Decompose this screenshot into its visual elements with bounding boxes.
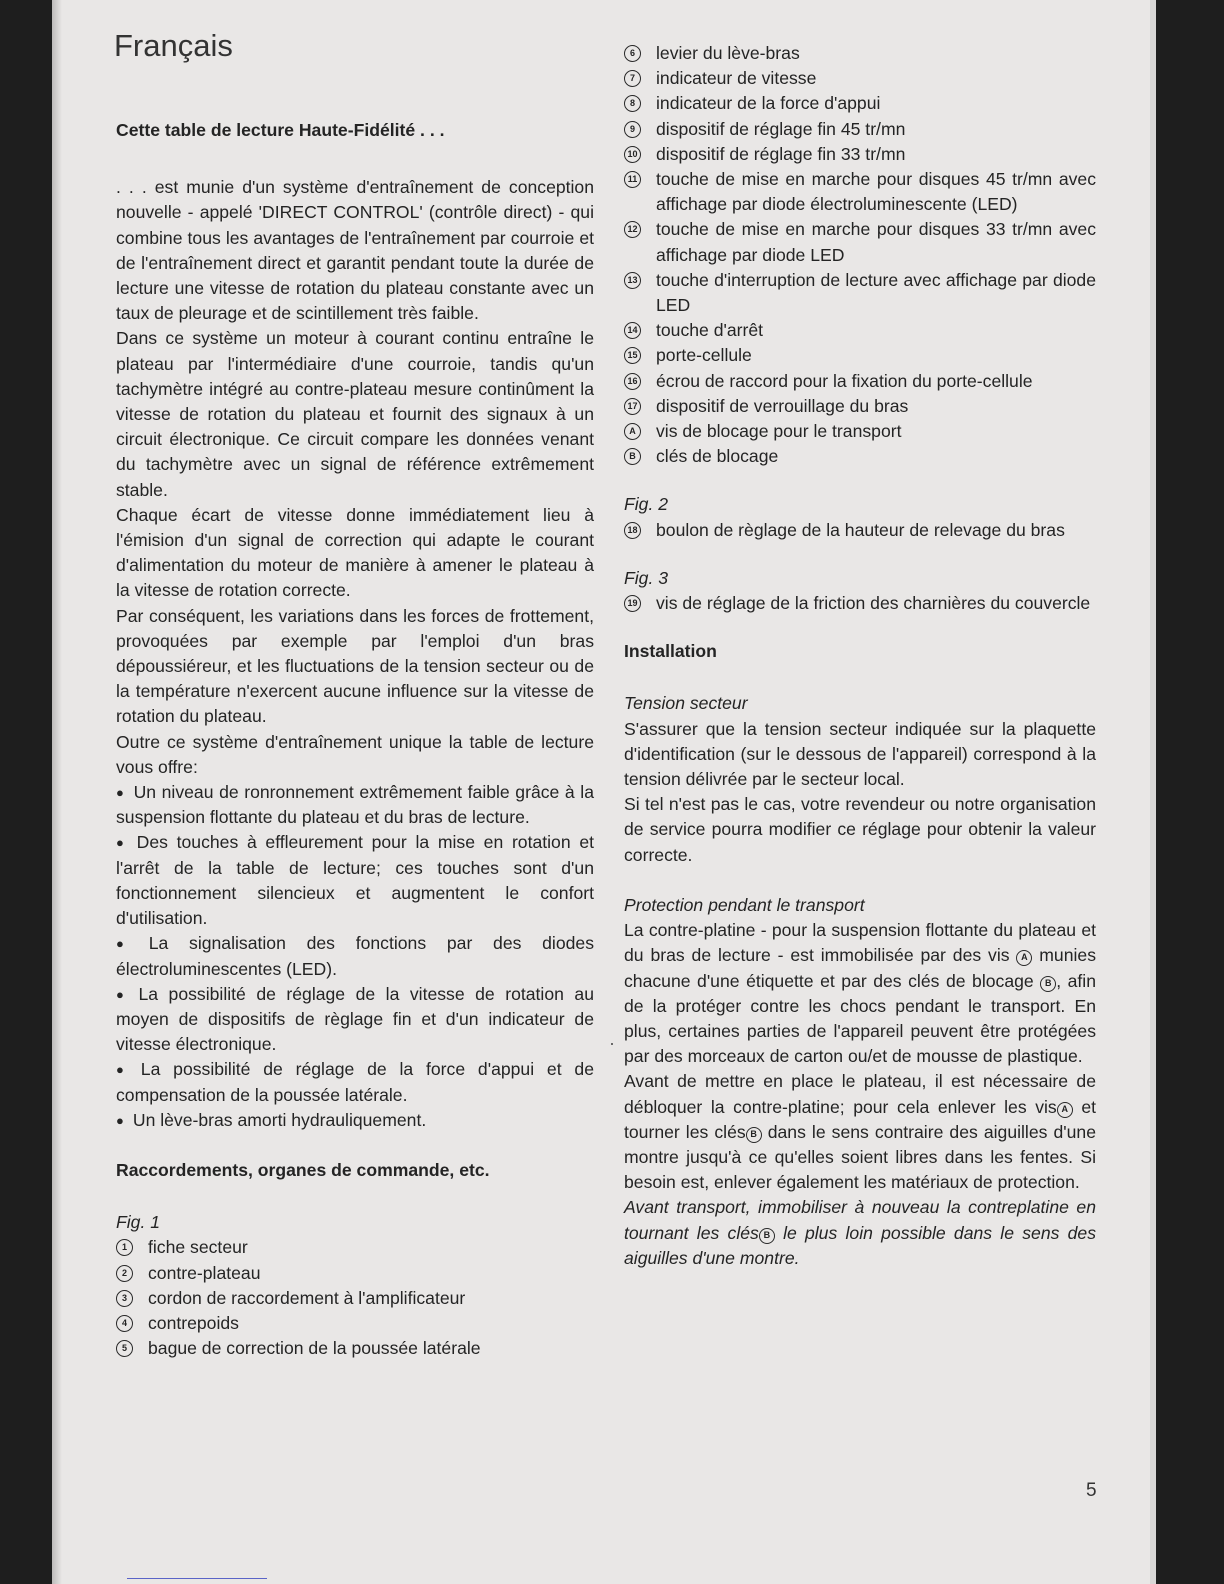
- list-item: [624, 318, 1096, 343]
- transport-text-a: La contre-platine - pour la suspension flottante du plateau et du bras de lecture - est immobilisée par des vis: [624, 920, 1096, 966]
- list-item: [624, 369, 1096, 394]
- page-number: 5: [1086, 1480, 1097, 1501]
- screw-a-badge: A: [1016, 950, 1032, 966]
- item-text: clés de blocage: [656, 446, 779, 467]
- item-number-badge: 18: [624, 522, 641, 539]
- transport-paragraph: [624, 918, 1096, 1069]
- fig-3-label: Fig. 3: [624, 567, 669, 588]
- item-number-badge: 3: [116, 1290, 133, 1307]
- item-number-badge: 12: [624, 221, 641, 238]
- item-letter-badge: A: [624, 423, 641, 440]
- subheading-transport-protection: Protection pendant le transport: [624, 894, 865, 915]
- item-text: boulon de règlage de la hauteur de relevage du bras: [656, 519, 1065, 540]
- item-text: contrepoids: [148, 1312, 239, 1333]
- list-item: [116, 1286, 594, 1311]
- subheading-mains-voltage: Tension secteur: [624, 693, 748, 714]
- item-text: dispositif de réglage fin 45 tr/mn: [656, 118, 906, 139]
- list-item: [624, 518, 1096, 543]
- list-item: [624, 91, 1096, 116]
- transport-warning: [624, 1195, 1096, 1271]
- fig-2-label: Fig. 2: [624, 494, 669, 515]
- warning-text-b: le plus loin possible dans le sens des aiguilles d'une montre.: [624, 1222, 1096, 1268]
- item-text: fiche secteur: [148, 1237, 248, 1258]
- list-item: [624, 444, 1096, 469]
- item-number-badge: 15: [624, 347, 641, 364]
- item-number-badge: 7: [624, 70, 641, 87]
- unlock-text-a: Avant de mettre en place le plateau, il est nécessaire de débloquer la contre-platine; pour cela enlever les vis: [624, 1071, 1096, 1117]
- key-b-badge: B: [1040, 976, 1056, 992]
- list-item: [624, 343, 1096, 368]
- item-text: indicateur de vitesse: [656, 68, 817, 89]
- warning-text-a: Avant transport, immobiliser à nouveau la contreplatine en tournant les clés: [624, 1197, 1096, 1243]
- section-heading-hifi: Cette table de lecture Haute-Fidélité . . .: [116, 120, 445, 140]
- item-number-badge: 2: [116, 1265, 133, 1282]
- fig-2-list: [624, 518, 1096, 543]
- item-text: indicateur de la force d'appui: [656, 93, 881, 114]
- stray-mark: ·: [609, 1033, 615, 1053]
- list-item: [624, 217, 1096, 267]
- consequence-paragraph: Par conséquent, les variations dans les forces de frottement, provoquées par exemple par l'emploi d'un bras dépoussiéreur, et les fluctuations de la tension secteur ou de la température n'exercent aucune influence sur la vitesse de rotation du plateau.: [116, 605, 594, 727]
- list-item: [624, 117, 1096, 142]
- item-text: porte-cellule: [656, 345, 752, 366]
- list-item: [624, 419, 1096, 444]
- item-text: touche de mise en marche pour disques 33 tr/mn avec affichage par diode LED: [656, 219, 1096, 265]
- item-text: écrou de raccord pour la fixation du porte-cellule: [656, 370, 1033, 391]
- feature-bullet: ● La possibilité de réglage de la force d'appui et de compensation de la poussée latérale.: [116, 1057, 594, 1107]
- item-number-badge: 16: [624, 373, 641, 390]
- list-item: [116, 1311, 594, 1336]
- fig-1-label: Fig. 1: [116, 1212, 161, 1233]
- manual-page: [52, 0, 1156, 1584]
- intro-paragraph: . . . est munie d'un système d'entraînement de conception nouvelle - appelé 'DIRECT CONTROL' (contrôle direct) - qui combine tous les avantages de l'entraînement par courroie et de l'entraînement direct et garantit pendant toute la durée de lecture une vitesse de rotation du plateau constante avec un taux de pleurage et de scintillement très faible.: [116, 177, 594, 324]
- item-number-badge: 14: [624, 322, 641, 339]
- list-item: [624, 142, 1096, 167]
- system-paragraph: Dans ce système un moteur à courant continu entraîne le plateau par l'intermédiaire d'une courroie, tandis qu'un tachymètre intégré au contre-plateau mesure continûment la vitesse de rotation du plateau et fournit des signaux à un circuit électronique. Ce circuit compare les données venant du tachymètre avec un signal de référence extrêmement stable.: [116, 328, 594, 500]
- fig-3-list: [624, 591, 1096, 616]
- item-text: contre-plateau: [148, 1262, 261, 1283]
- item-number-badge: 10: [624, 146, 641, 163]
- unlock-text-b: et tourner les clés: [624, 1096, 1096, 1142]
- item-text: touche de mise en marche pour disques 45 tr/mn avec affichage par diode électroluminescente (LED): [656, 169, 1096, 215]
- list-item: [624, 591, 1096, 616]
- feature-bullet: ● Un niveau de ronronnement extrêmement faible grâce à la suspension flottante du plateau et du bras de lecture.: [116, 780, 594, 830]
- item-text: cordon de raccordement à l'amplificateur: [148, 1287, 466, 1308]
- item-text: touche d'arrêt: [656, 320, 764, 341]
- feature-bullet: ● Un lève-bras amorti hydrauliquement.: [116, 1108, 594, 1133]
- list-item: [624, 66, 1096, 91]
- item-number-badge: 11: [624, 171, 641, 188]
- item-text: dispositif de réglage fin 33 tr/mn: [656, 143, 906, 164]
- item-number-badge: 4: [116, 1315, 133, 1332]
- list-item: [116, 1235, 594, 1260]
- left-column: [116, 118, 594, 1361]
- unlock-text-c: dans le sens contraire des aiguilles d'une montre jusqu'à ce qu'elles soient libres dans les fentes. Si besoin est, enlever également les matériaux de protection.: [624, 1121, 1096, 1193]
- item-number-badge: 1: [116, 1239, 133, 1256]
- feature-bullet: ● La signalisation des fonctions par des diodes électroluminescentes (LED).: [116, 931, 594, 981]
- list-item: [624, 394, 1096, 419]
- item-letter-badge: B: [624, 448, 641, 465]
- key-b-badge: B: [746, 1127, 762, 1143]
- item-number-badge: 17: [624, 398, 641, 415]
- list-item: [116, 1261, 594, 1286]
- section-heading-connections: Raccordements, organes de commande, etc.: [116, 1159, 490, 1180]
- page-edge: [1150, 0, 1156, 1584]
- feature-bullet: ● Des touches à effleurement pour la mise en rotation et l'arrêt de la table de lecture; ces touches sont d'un fonctionnement silencieux et augmentent le confort d'utilisation.: [116, 830, 594, 931]
- unlock-paragraph: [624, 1069, 1096, 1195]
- list-item: [624, 167, 1096, 217]
- item-number-badge: 6: [624, 45, 641, 62]
- item-number-badge: 8: [624, 95, 641, 112]
- dealer-paragraph: Si tel n'est pas le cas, votre revendeur ou notre organisation de service pourra modifier ce réglage pour obtenir la valeur correcte.: [624, 794, 1096, 865]
- screw-a-badge: A: [1057, 1102, 1073, 1118]
- item-number-badge: 19: [624, 595, 641, 612]
- item-text: vis de réglage de la friction des charnières du couvercle: [656, 593, 1091, 614]
- parts-list-left: [116, 1235, 594, 1361]
- binding-shadow: [52, 0, 62, 1584]
- item-number-badge: 13: [624, 272, 641, 289]
- item-text: dispositif de verrouillage du bras: [656, 395, 909, 416]
- page-title: Français: [114, 28, 233, 63]
- item-number-badge: 5: [116, 1340, 133, 1357]
- features-intro: Outre ce système d'entraînement unique la table de lecture vous offre:: [116, 731, 594, 777]
- list-item: [624, 41, 1096, 66]
- right-column: [624, 41, 1096, 1271]
- correction-paragraph: Chaque écart de vitesse donne immédiatement lieu à l'émision d'un signal de correction qui adapte le courant d'alimentation du moteur de manière à amener le plateau à la vitesse de rotation correcte.: [116, 504, 594, 601]
- item-text: bague de correction de la poussée latérale: [148, 1338, 481, 1359]
- transport-text-b: munies chacune d'une étiquette et par des clés de blocage: [624, 945, 1096, 991]
- feature-bullet: ● La possibilité de réglage de la vitesse de rotation au moyen de dispositifs de règlage fin et d'un indicateur de vitesse électronique.: [116, 982, 594, 1058]
- item-text: touche d'interruption de lecture avec affichage par diode LED: [656, 269, 1096, 316]
- section-heading-installation: Installation: [624, 641, 717, 662]
- item-text: vis de blocage pour le transport: [656, 421, 902, 442]
- item-text: levier du lève-bras: [656, 43, 800, 63]
- scan-artifact-line: [127, 1578, 267, 1579]
- key-b-badge: B: [759, 1228, 775, 1244]
- list-item: [624, 268, 1096, 318]
- voltage-paragraph: S'assurer que la tension secteur indiquée sur la plaquette d'identification (sur le dessous de l'appareil) correspond à la tension délivrée par le secteur local.: [624, 718, 1096, 790]
- parts-list-right: [624, 41, 1096, 469]
- list-item: [116, 1336, 594, 1361]
- transport-text-c: , afin de la protéger contre les chocs pendant le transport. En plus, certaines parties de l'appareil peuvent être protégées par des morceaux de carton ou/et de mousse de plastique.: [624, 970, 1096, 1067]
- item-number-badge: 9: [624, 121, 641, 138]
